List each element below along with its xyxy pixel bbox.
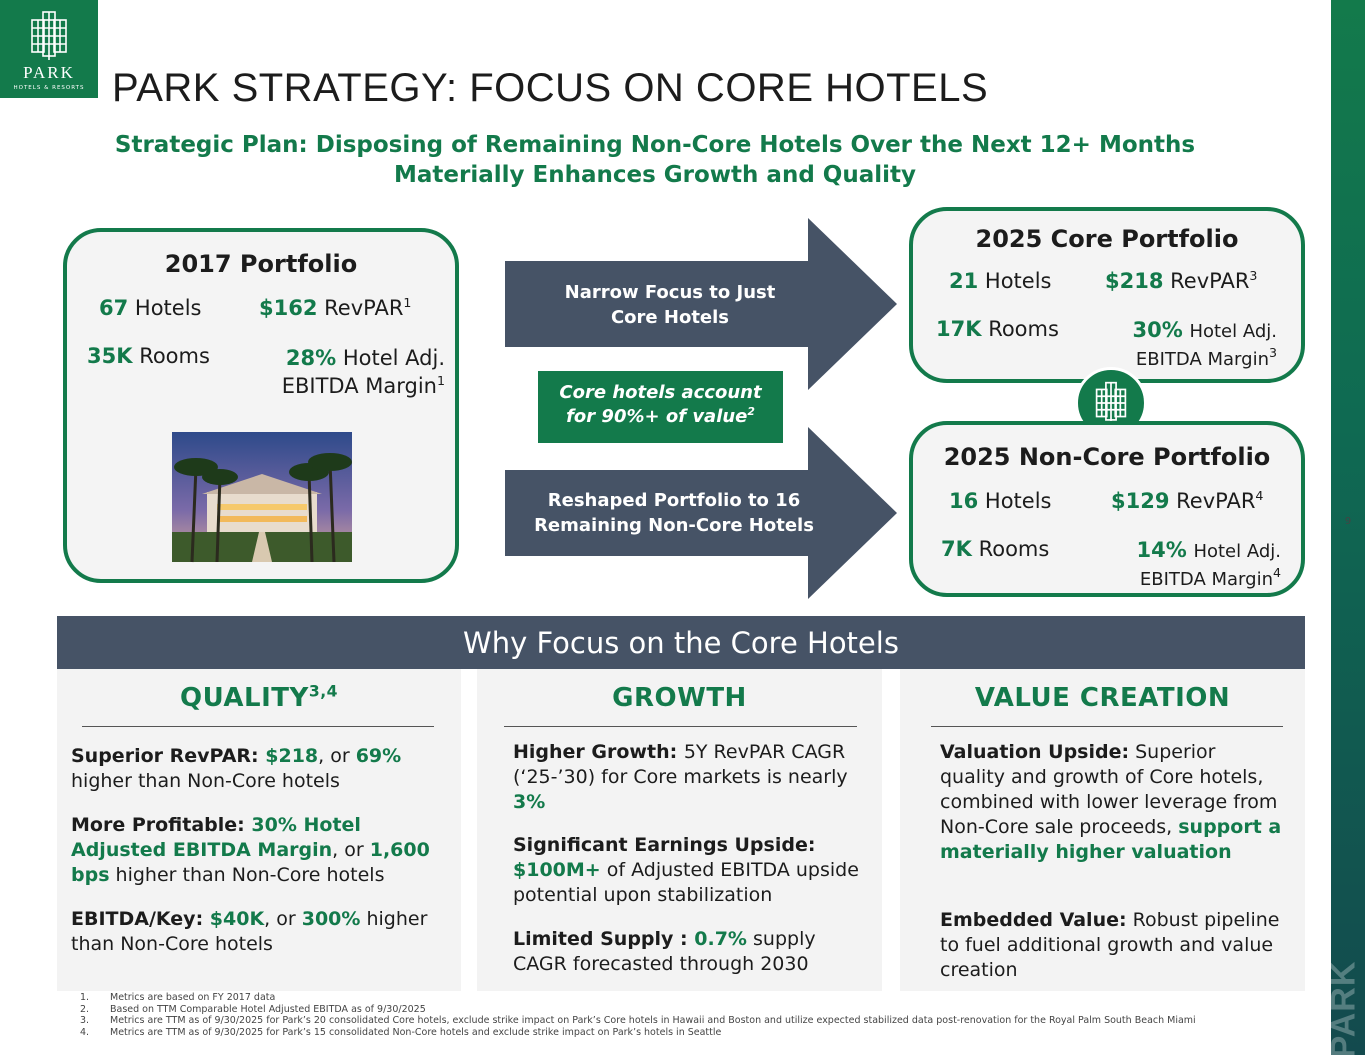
page-number: 9 bbox=[1344, 516, 1352, 527]
right-edge-band bbox=[1324, 0, 1365, 1058]
arrow-reshaped-portfolio-label: Reshaped Portfolio to 16 Remaining Non-Core Hotels bbox=[534, 490, 814, 536]
value-creation-heading: VALUE CREATION bbox=[974, 683, 1231, 713]
arrow-narrow-focus-label: Narrow Focus to Just Core Hotels bbox=[564, 282, 776, 328]
core-margin-stat: 30% Hotel Adj. EBITDA Margin$^3$ bbox=[1132, 318, 1277, 370]
portfolio-2017-title: 2017 Portfolio bbox=[164, 250, 358, 278]
logo-tagline: HOTELS & RESORTS bbox=[13, 85, 85, 91]
park-logo bbox=[0, 0, 98, 98]
noncore-rooms-stat: 7K Rooms bbox=[941, 537, 1050, 561]
page-title: PARK STRATEGY: FOCUS ON CORE HOTELS bbox=[112, 66, 989, 110]
footnotes bbox=[80, 992, 1320, 1038]
noncore-portfolio-2025-card bbox=[909, 421, 1305, 597]
quality-column bbox=[57, 669, 461, 991]
value-creation-divider bbox=[931, 726, 1283, 727]
noncore-revpar-stat: $129 RevPAR$^4$ bbox=[1111, 488, 1264, 513]
core-rooms-stat: 17K Rooms bbox=[936, 317, 1059, 341]
hotels-stat: 67 Hotels bbox=[99, 296, 202, 320]
why-banner: Why Focus on the Core Hotels bbox=[57, 616, 1305, 669]
core-hotels-stat: 21 Hotels bbox=[949, 269, 1052, 293]
growth-earnings-upside: Significant Earnings Upside: $100M+ of Adjusted EBITDA upside potential upon stabilization bbox=[513, 834, 859, 906]
growth-higher-growth: Higher Growth: 5Y RevPAR CAGR (‘25-’30) for Core markets is nearly 3% bbox=[513, 741, 848, 813]
margin-stat: 28% Hotel Adj. EBITDA Margin$^1$ bbox=[281, 346, 445, 398]
quality-ebitda-key: EBITDA/Key: $40K, or 300% higher than Non-Core hotels bbox=[71, 908, 428, 955]
footnote: 2. Based on TTM Comparable Hotel Adjusted EBITDA as of 9/30/2025 bbox=[80, 1003, 426, 1015]
park-tree-icon bbox=[26, 10, 72, 62]
logo-wordmark: PARK bbox=[23, 63, 75, 82]
revpar-stat: $162 RevPAR$^1$ bbox=[259, 295, 412, 320]
growth-heading: GROWTH bbox=[612, 683, 747, 713]
subtitle bbox=[40, 130, 1270, 190]
portfolio-2017-card bbox=[63, 228, 459, 583]
hotel-photo bbox=[172, 432, 352, 562]
quality-superior-revpar: Superior RevPAR: $218, or 69% higher than Non-Core hotels bbox=[71, 745, 402, 792]
value-creation-column bbox=[900, 669, 1305, 991]
subtitle-line-2: Materially Enhances Growth and Quality bbox=[393, 162, 916, 188]
core-value-callout: Core hotels account for 90%+ of value$^2$ bbox=[538, 371, 783, 443]
growth-limited-supply: Limited Supply : 0.7% supply CAGR forecasted through 2030 bbox=[513, 928, 816, 975]
core-portfolio-2025-card bbox=[909, 207, 1305, 383]
side-brand-word: PARK bbox=[1324, 960, 1363, 1058]
rooms-stat: 35K Rooms bbox=[87, 344, 210, 368]
value-embedded-value: Embedded Value: Robust pipeline to fuel additional growth and value creation bbox=[940, 909, 1280, 981]
core-revpar-stat: $218 RevPAR$^3$ bbox=[1105, 268, 1258, 293]
noncore-portfolio-title: 2025 Non-Core Portfolio bbox=[943, 443, 1271, 471]
subtitle-line-1: Strategic Plan: Disposing of Remaining Non-Core Hotels Over the Next 12+ Months bbox=[114, 132, 1196, 158]
park-tree-icon bbox=[1091, 381, 1131, 425]
quality-more-profitable: More Profitable: 30% Hotel Adjusted EBITDA Margin, or 1,600 bps higher than Non-Core hotels bbox=[71, 814, 430, 886]
footnote: 3. Metrics are TTM as of 9/30/2025 for Park’s 20 consolidated Core hotels, exclude strike impact on Park’s Core hotels in Hawaii and Boston and utilize expected stabilized data post-renovation for the Royal Palm South Beach Miami bbox=[80, 1015, 1196, 1026]
core-portfolio-title: 2025 Core Portfolio bbox=[975, 225, 1239, 253]
quality-divider bbox=[82, 726, 434, 727]
noncore-margin-stat: 14% Hotel Adj. EBITDA Margin$^4$ bbox=[1136, 538, 1281, 590]
value-valuation-upside: Valuation Upside: Superior quality and growth of Core hotels, combined with lower leverage from Non-Core sale proceeds, support a materially higher valuation bbox=[940, 741, 1282, 863]
footnote: 1. Metrics are based on FY 2017 data bbox=[80, 992, 276, 1003]
noncore-hotels-stat: 16 Hotels bbox=[949, 489, 1052, 513]
growth-column bbox=[477, 669, 882, 991]
growth-divider bbox=[504, 726, 857, 727]
quality-heading: QUALITY$^{3,4}$ bbox=[180, 682, 338, 713]
footnote: 4. Metrics are TTM as of 9/30/2025 for Park’s 15 consolidated Non-Core hotels and exclude strike impact on Park’s hotels in Seattle bbox=[80, 1026, 722, 1038]
